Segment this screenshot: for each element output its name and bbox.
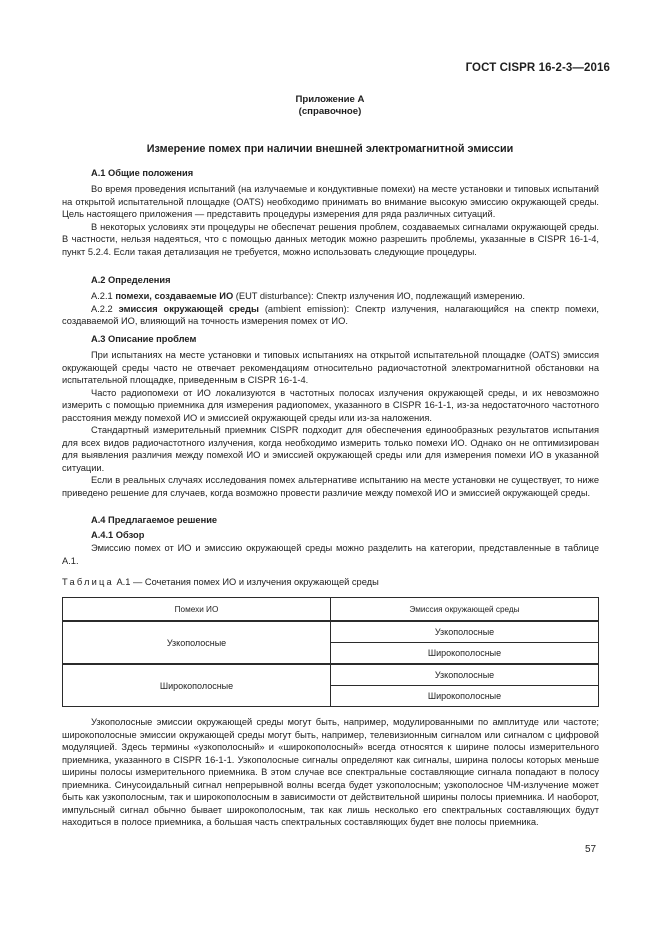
table-cell: Узкополосные <box>331 621 599 643</box>
paragraph: Стандартный измерительный приемник CISPR подходит для обеспечения единообразных результатов испытания для всех видов радиочастотного излучения, когда необходимо измерить только помехи ИО. Однако он не оптимизирован для выявления различия между помехой ИО и эмиссией окружающей среды или для измерения помехи ИО в указанной ситуации. <box>62 425 599 473</box>
definition-number: А.2.1 <box>91 291 113 301</box>
table-caption-word: Таблица <box>62 577 114 587</box>
paragraph: Если в реальных случаях исследования помех альтернативе испытанию на месте установки не существует, то ниже приведено решение для случаев, когда возможно провести различие между помехой ИО и эмиссией окружающей среды. <box>62 475 599 498</box>
definition-text: (ambient emission): Спектр излучения, налагающийся на спектр помехи, создаваемой ИО, влияющий на точность измерения помех от ИО. <box>62 303 599 326</box>
table-caption <box>62 577 379 587</box>
definition-a21 <box>62 290 599 303</box>
combinations-table <box>62 597 599 707</box>
section-heading-a4: А.4 Предлагаемое решение <box>91 515 218 525</box>
table-header-cell: Эмиссия окружающей среды <box>331 598 599 622</box>
section-a3-body <box>62 349 599 499</box>
definition-a22 <box>62 303 599 328</box>
document-code-header: ГОСТ CISPR 16-2-3—2016 <box>465 62 610 74</box>
paragraph: Эмиссию помех от ИО и эмиссию окружающей среды можно разделить на категории, представленные в таблице А.1. <box>62 543 599 566</box>
table-cell: Широкополосные <box>331 686 599 707</box>
definition-term: помехи, создаваемые ИО <box>115 291 234 301</box>
table-row <box>63 664 599 686</box>
definition-term: эмиссия окружающей среды <box>118 303 259 314</box>
section-a1-body <box>62 183 599 258</box>
table-header-row <box>63 598 599 622</box>
after-table-body <box>62 716 599 829</box>
paragraph: В некоторых условиях эти процедуры не обеспечат решения проблем, создаваемых сигналами окружающей среды. В частности, нельзя надеяться, что с помощью данных методик можно разрешить проблемы, указанные в CISPR 16-1-4, пункт 5.2.4. Если такая детализация не требуется, можно использовать следующие процедуры. <box>62 221 599 257</box>
subsection-heading-a41: А.4.1 Обзор <box>91 530 145 540</box>
appendix-label-block <box>60 94 600 118</box>
section-heading-a2: А.2 Определения <box>91 275 171 285</box>
appendix-title: Измерение помех при наличии внешней электромагнитной эмиссии <box>146 143 514 155</box>
table-cell: Широкополосные <box>63 664 331 707</box>
definition-number: А.2.2 <box>91 303 113 314</box>
paragraph: Во время проведения испытаний (на излучаемые и кондуктивные помехи) на месте установки и типовых испытаний на открытой испытательной площадке (OATS) необходимо принимать во внимание высокую эмиссию окружающей среды. Цель настоящего приложения — представить процедуры измерения для ряда различных ситуаций. <box>62 184 599 219</box>
section-a2-body <box>62 290 599 328</box>
table-cell: Узкополосные <box>63 621 331 664</box>
section-heading-a3: А.3 Описание проблем <box>91 334 197 344</box>
table-header-cell: Помехи ИО <box>63 598 331 622</box>
table-row <box>63 621 599 643</box>
appendix-label: Приложение А <box>295 94 365 105</box>
paragraph: Узкополосные эмиссии окружающей среды могут быть, например, модулированными по амплитуде или частоте; широкополосные эмиссии окружающей среды могут быть, например, телевизионным сигналом или сигналом с цифровой модуляцией. Здесь термины «узкополосный» и «широкополосный» всегда относятся к ширине полосы измерительного приемника, указанного в CISPR 16-1-1. Узкополосные сигналы определяют как сигналы, ширина полосы которых меньше ширины полосы измерительного приемника. В этом случае все спектральные составляющие сигнала попадают в полосу приемника. Синусоидальный сигнал непрерывной волны всегда будет узкополосным; узкополосное ЧМ-излучение может быть как узкополосным, так и широкополосным в зависимости от действительной ширины полосы приемника. И наоборот, импульсный сигнал обычно бывает широкополосным, так как лишь несколько его спектральных составляющих будут находиться в полосе приемника, а большая часть спектральных составляющих будет вне полосы приемника. <box>62 717 599 827</box>
definition-text: (EUT disturbance): Спектр излучения ИО, подлежащий измерению. <box>235 291 525 301</box>
table-caption-text: А.1 — Сочетания помех ИО и излучения окружающей среды <box>116 577 379 587</box>
section-heading-a1: А.1 Общие положения <box>91 168 194 178</box>
page-number: 57 <box>585 844 597 855</box>
appendix-type: (справочное) <box>298 106 362 117</box>
paragraph: Часто радиопомехи от ИО локализуются в частотных полосах излучения окружающей среды, и их невозможно измерить с помощью приемника для измерения радиопомех, указанного в CISPR 16-1-1, из-за недостаточного частотного расстояния между помехой ИО и эмиссией окружающей среды или из-за наложения. <box>62 387 599 423</box>
table-cell: Узкополосные <box>331 664 599 686</box>
table-cell: Широкополосные <box>331 643 599 665</box>
paragraph: При испытаниях на месте установки и типовых испытаниях на открытой испытательной площадке (OATS) эмиссия окружающей среды часто не отвечает рекомендациям относительно радиочастотной электромагнитной обстановки на испытательной площадке, приведенным в CISPR 16-1-4. <box>62 350 599 385</box>
section-a4-body <box>62 542 599 567</box>
